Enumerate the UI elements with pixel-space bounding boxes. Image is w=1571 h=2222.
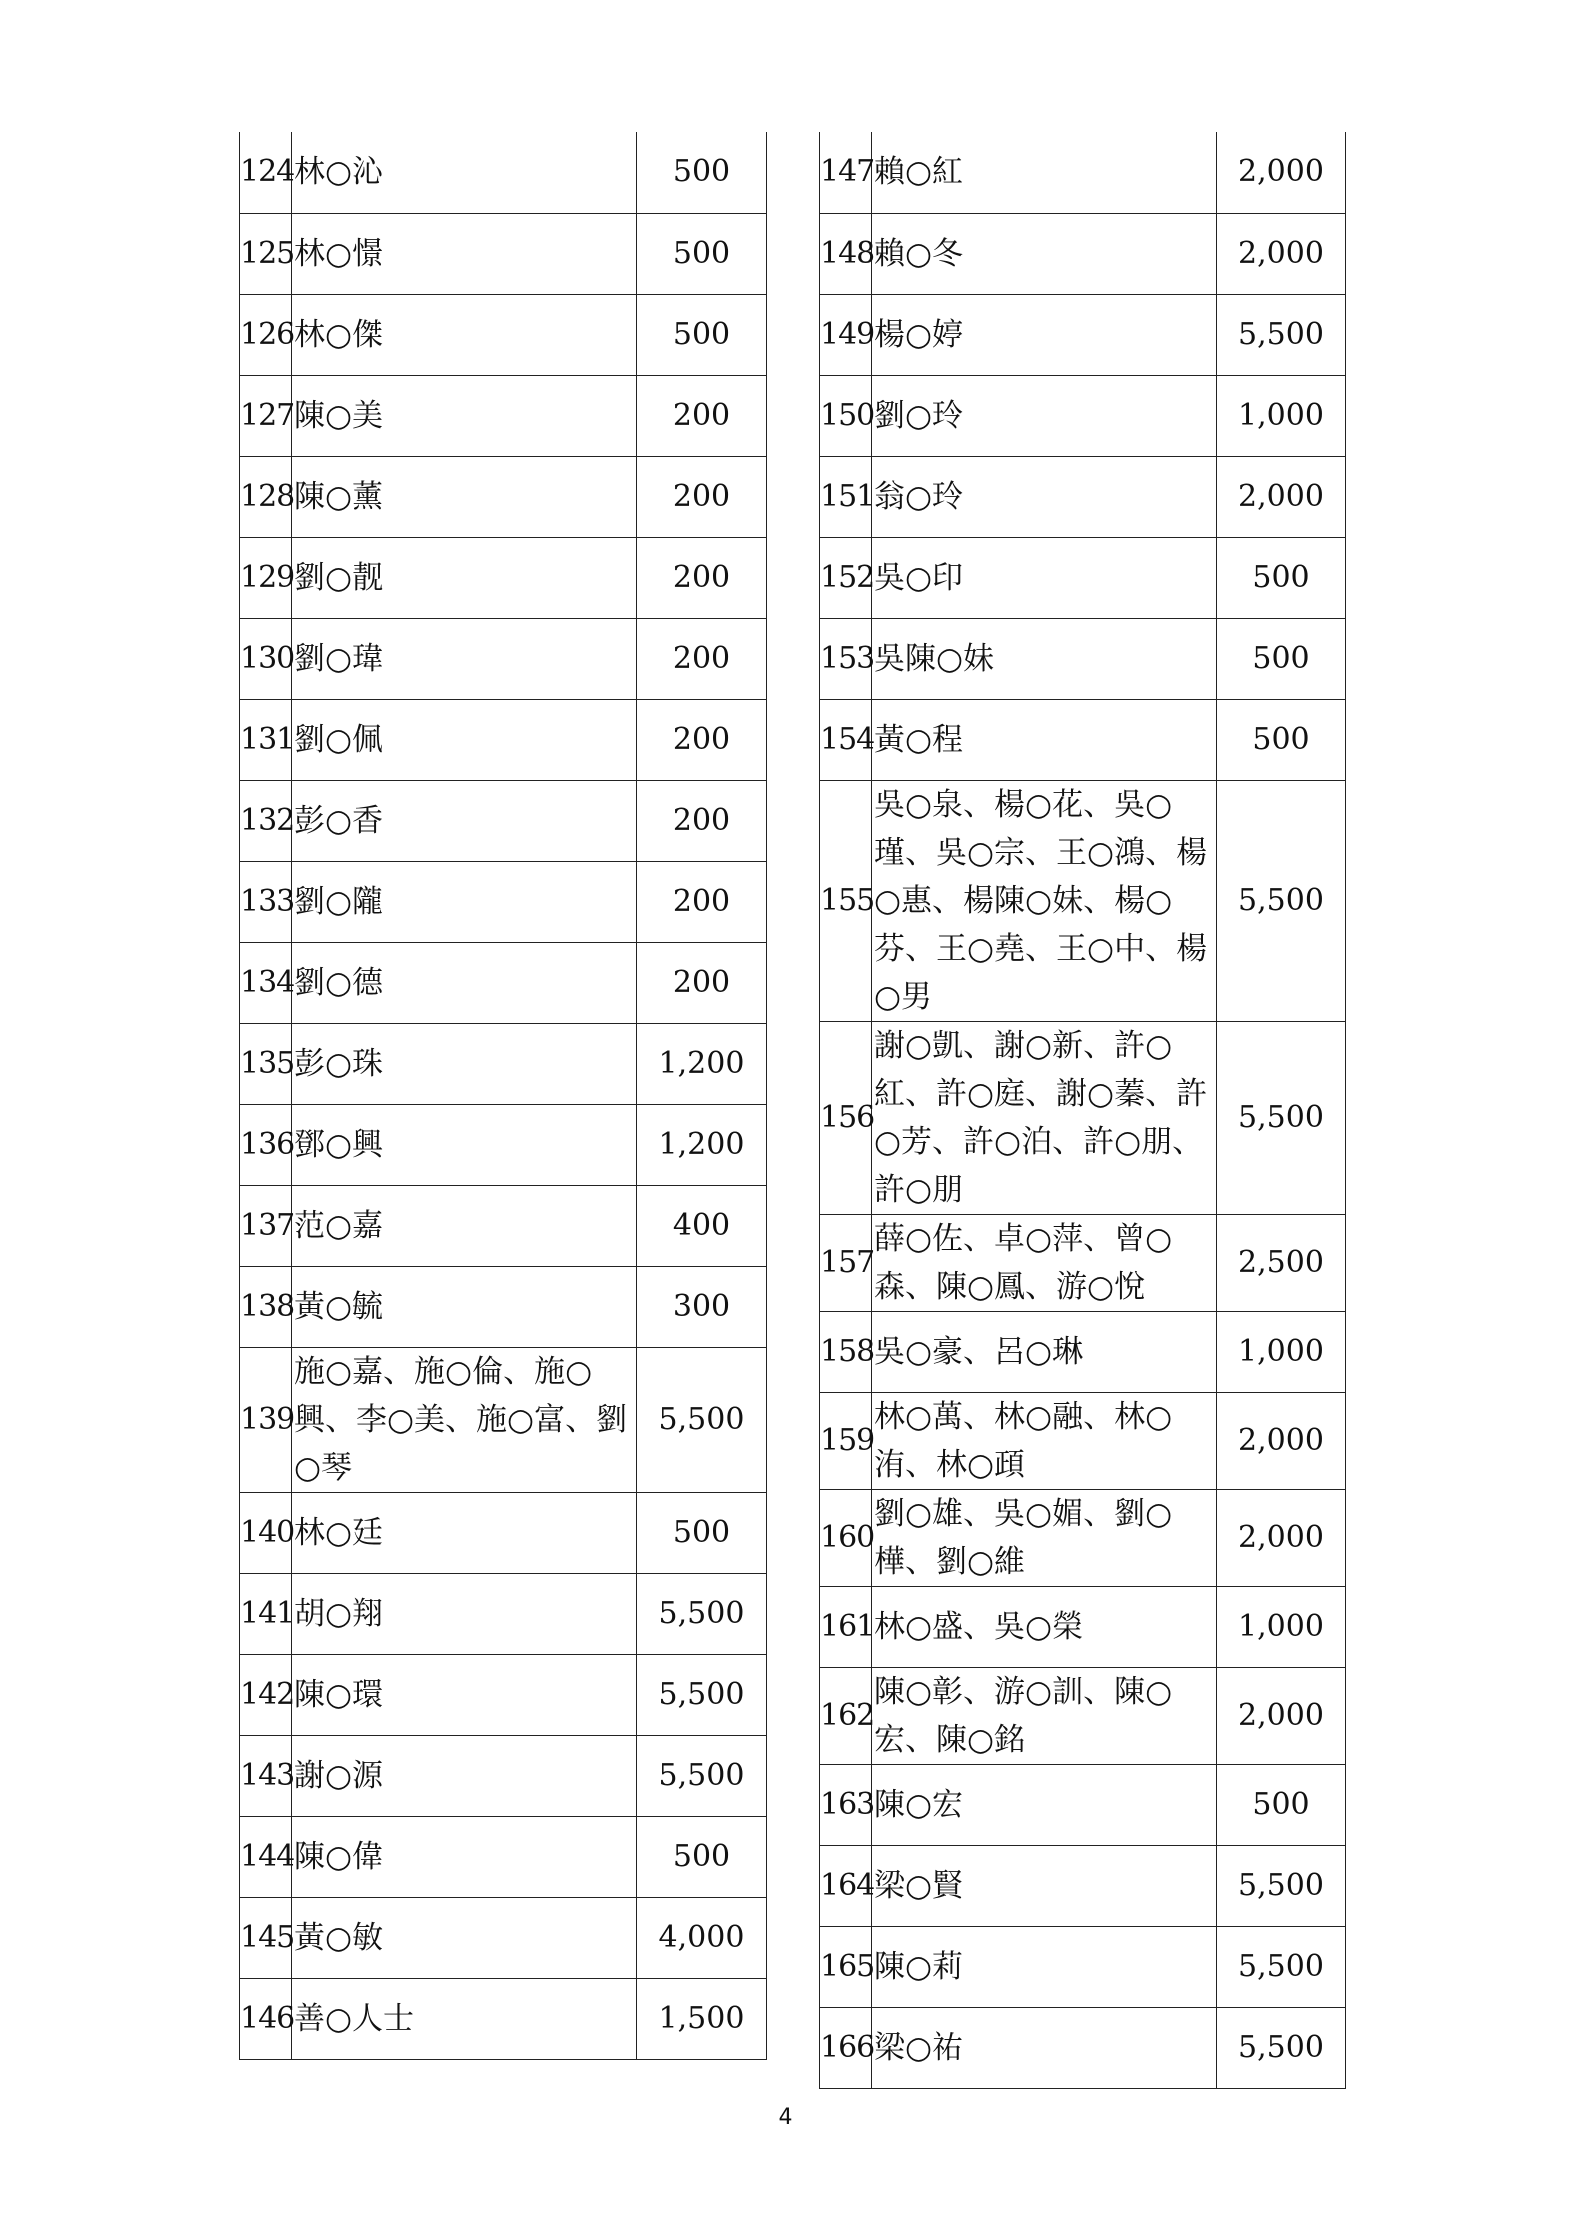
donor-name: 林○傑 (292, 294, 637, 375)
donor-name: 彭○珠 (292, 1023, 637, 1104)
donation-amount: 2,000 (1217, 213, 1346, 294)
row-number: 157 (820, 1214, 872, 1311)
donation-amount: 500 (637, 1816, 767, 1897)
donation-amount: 1,200 (637, 1023, 767, 1104)
table-row (240, 1347, 767, 1492)
donor-name: 林○萬、林○融、林○洧、林○頙 (872, 1392, 1217, 1489)
donor-name: 劉○玲 (872, 375, 1217, 456)
row-number: 143 (240, 1735, 292, 1816)
row-number: 156 (820, 1021, 872, 1214)
table-row (820, 1021, 1346, 1214)
table-row (820, 1392, 1346, 1489)
donation-amount: 2,000 (1217, 1667, 1346, 1764)
row-number: 153 (820, 618, 872, 699)
donor-name: 陳○薰 (292, 456, 637, 537)
table-row (240, 618, 767, 699)
donor-name: 林○廷 (292, 1492, 637, 1573)
donation-amount: 500 (637, 1492, 767, 1573)
table-row (240, 942, 767, 1023)
donor-name: 謝○凱、謝○新、許○紅、許○庭、謝○蓁、許○芳、許○泊、許○朋、許○朋 (872, 1021, 1217, 1214)
row-number: 165 (820, 1926, 872, 2007)
donor-name: 楊○婷 (872, 294, 1217, 375)
table-row (820, 1845, 1346, 1926)
row-number: 138 (240, 1266, 292, 1347)
row-number: 146 (240, 1978, 292, 2059)
donation-amount: 200 (637, 456, 767, 537)
row-number: 132 (240, 780, 292, 861)
table-row (240, 1573, 767, 1654)
donor-name: 謝○源 (292, 1735, 637, 1816)
donor-name: 劉○靓 (292, 537, 637, 618)
table-row (820, 294, 1346, 375)
row-number: 124 (240, 132, 292, 213)
row-number: 136 (240, 1104, 292, 1185)
donation-amount: 4,000 (637, 1897, 767, 1978)
donation-amount: 5,500 (637, 1573, 767, 1654)
donor-name: 陳○美 (292, 375, 637, 456)
donor-name: 吳陳○妹 (872, 618, 1217, 699)
donor-name: 梁○祐 (872, 2007, 1217, 2088)
table-row (240, 1104, 767, 1185)
table-row (820, 1586, 1346, 1667)
donation-amount: 2,500 (1217, 1214, 1346, 1311)
row-number: 139 (240, 1347, 292, 1492)
donor-name: 范○嘉 (292, 1185, 637, 1266)
donation-amount: 5,500 (637, 1654, 767, 1735)
donor-name: 陳○彰、游○訓、陳○宏、陳○銘 (872, 1667, 1217, 1764)
donation-amount: 200 (637, 699, 767, 780)
donation-amount: 500 (1217, 618, 1346, 699)
donor-name: 劉○佩 (292, 699, 637, 780)
donor-name: 林○沁 (292, 132, 637, 213)
donation-amount: 1,500 (637, 1978, 767, 2059)
row-number: 142 (240, 1654, 292, 1735)
donor-name: 吳○印 (872, 537, 1217, 618)
donor-name: 林○憬 (292, 213, 637, 294)
table-row (240, 456, 767, 537)
donor-name: 鄧○興 (292, 1104, 637, 1185)
right-table-body (820, 132, 1346, 2088)
donor-name: 黃○程 (872, 699, 1217, 780)
donation-amount: 5,500 (1217, 1926, 1346, 2007)
table-row (240, 294, 767, 375)
row-number: 161 (820, 1586, 872, 1667)
donor-name: 吳○泉、楊○花、吳○瑾、吳○宗、王○鴻、楊○惠、楊陳○妹、楊○芬、王○堯、王○中、楊○男 (872, 780, 1217, 1021)
donor-name: 劉○隴 (292, 861, 637, 942)
table-row (240, 1735, 767, 1816)
table-row (240, 861, 767, 942)
table-row (240, 1897, 767, 1978)
row-number: 135 (240, 1023, 292, 1104)
donation-amount: 5,500 (637, 1735, 767, 1816)
table-row (820, 537, 1346, 618)
donor-name: 陳○偉 (292, 1816, 637, 1897)
donation-amount: 5,500 (1217, 1021, 1346, 1214)
table-row (240, 1492, 767, 1573)
table-row (240, 699, 767, 780)
table-row (820, 618, 1346, 699)
donation-amount: 2,000 (1217, 1489, 1346, 1586)
donation-amount: 200 (637, 375, 767, 456)
donor-name: 吳○豪、呂○琳 (872, 1311, 1217, 1392)
donor-name: 善○人士 (292, 1978, 637, 2059)
donor-name: 陳○莉 (872, 1926, 1217, 2007)
donor-name: 賴○冬 (872, 213, 1217, 294)
row-number: 127 (240, 375, 292, 456)
table-row (820, 132, 1346, 213)
donor-name: 賴○紅 (872, 132, 1217, 213)
row-number: 162 (820, 1667, 872, 1764)
donation-amount: 1,200 (637, 1104, 767, 1185)
row-number: 133 (240, 861, 292, 942)
table-row (240, 1654, 767, 1735)
table-row (820, 1489, 1346, 1586)
row-number: 134 (240, 942, 292, 1023)
table-row (820, 1311, 1346, 1392)
table-row (820, 213, 1346, 294)
donation-amount: 1,000 (1217, 1586, 1346, 1667)
donation-amount: 5,500 (1217, 294, 1346, 375)
row-number: 144 (240, 1816, 292, 1897)
row-number: 130 (240, 618, 292, 699)
table-row (820, 375, 1346, 456)
row-number: 140 (240, 1492, 292, 1573)
row-number: 150 (820, 375, 872, 456)
table-row (820, 1667, 1346, 1764)
table-row (240, 1978, 767, 2059)
table-row (820, 1214, 1346, 1311)
table-row (240, 1266, 767, 1347)
table-row (240, 537, 767, 618)
row-number: 158 (820, 1311, 872, 1392)
donor-name: 胡○翔 (292, 1573, 637, 1654)
row-number: 148 (820, 213, 872, 294)
donation-amount: 1,000 (1217, 375, 1346, 456)
donation-amount: 5,500 (637, 1347, 767, 1492)
row-number: 137 (240, 1185, 292, 1266)
donation-amount: 5,500 (1217, 2007, 1346, 2088)
table-row (240, 213, 767, 294)
donation-amount: 500 (1217, 699, 1346, 780)
row-number: 145 (240, 1897, 292, 1978)
table-row (240, 1185, 767, 1266)
row-number: 129 (240, 537, 292, 618)
donor-name: 劉○雄、吳○媚、劉○樺、劉○維 (872, 1489, 1217, 1586)
row-number: 160 (820, 1489, 872, 1586)
row-number: 152 (820, 537, 872, 618)
table-row (820, 1926, 1346, 2007)
donation-amount: 500 (637, 132, 767, 213)
donation-amount: 500 (1217, 537, 1346, 618)
row-number: 125 (240, 213, 292, 294)
donation-amount: 5,500 (1217, 1845, 1346, 1926)
donation-amount: 200 (637, 861, 767, 942)
donor-name: 黃○毓 (292, 1266, 637, 1347)
table-row (820, 456, 1346, 537)
donor-name: 陳○環 (292, 1654, 637, 1735)
row-number: 155 (820, 780, 872, 1021)
donation-amount: 500 (1217, 1764, 1346, 1845)
left-table-body (240, 132, 767, 2059)
donor-name: 林○盛、吳○榮 (872, 1586, 1217, 1667)
table-row (820, 2007, 1346, 2088)
row-number: 164 (820, 1845, 872, 1926)
row-number: 131 (240, 699, 292, 780)
donor-name: 翁○玲 (872, 456, 1217, 537)
donor-name: 彭○香 (292, 780, 637, 861)
donation-amount: 5,500 (1217, 780, 1346, 1021)
donation-amount: 200 (637, 618, 767, 699)
left-donor-table (239, 132, 767, 2060)
row-number: 149 (820, 294, 872, 375)
table-row (240, 375, 767, 456)
table-row (820, 699, 1346, 780)
table-row (240, 1023, 767, 1104)
table-row (240, 132, 767, 213)
table-row (240, 1816, 767, 1897)
donor-name: 陳○宏 (872, 1764, 1217, 1845)
row-number: 128 (240, 456, 292, 537)
row-number: 159 (820, 1392, 872, 1489)
donor-name: 劉○德 (292, 942, 637, 1023)
donation-amount: 200 (637, 537, 767, 618)
row-number: 154 (820, 699, 872, 780)
right-donor-table (819, 132, 1346, 2089)
donation-amount: 200 (637, 942, 767, 1023)
row-number: 141 (240, 1573, 292, 1654)
row-number: 166 (820, 2007, 872, 2088)
donor-name: 劉○瑋 (292, 618, 637, 699)
donor-name: 梁○賢 (872, 1845, 1217, 1926)
donation-amount: 2,000 (1217, 456, 1346, 537)
donation-amount: 400 (637, 1185, 767, 1266)
table-row (820, 780, 1346, 1021)
row-number: 151 (820, 456, 872, 537)
donation-amount: 2,000 (1217, 132, 1346, 213)
row-number: 126 (240, 294, 292, 375)
row-number: 163 (820, 1764, 872, 1845)
donation-amount: 500 (637, 294, 767, 375)
donation-amount: 500 (637, 213, 767, 294)
donation-amount: 1,000 (1217, 1311, 1346, 1392)
donor-name: 黃○敏 (292, 1897, 637, 1978)
table-row (820, 1764, 1346, 1845)
donor-name: 施○嘉、施○倫、施○興、李○美、施○富、劉○琴 (292, 1347, 637, 1492)
row-number: 147 (820, 132, 872, 213)
page-number: 4 (778, 2105, 793, 2130)
donation-amount: 2,000 (1217, 1392, 1346, 1489)
donor-name: 薛○佐、卓○萍、曾○森、陳○鳳、游○悅 (872, 1214, 1217, 1311)
donation-amount: 300 (637, 1266, 767, 1347)
table-row (240, 780, 767, 861)
donation-amount: 200 (637, 780, 767, 861)
